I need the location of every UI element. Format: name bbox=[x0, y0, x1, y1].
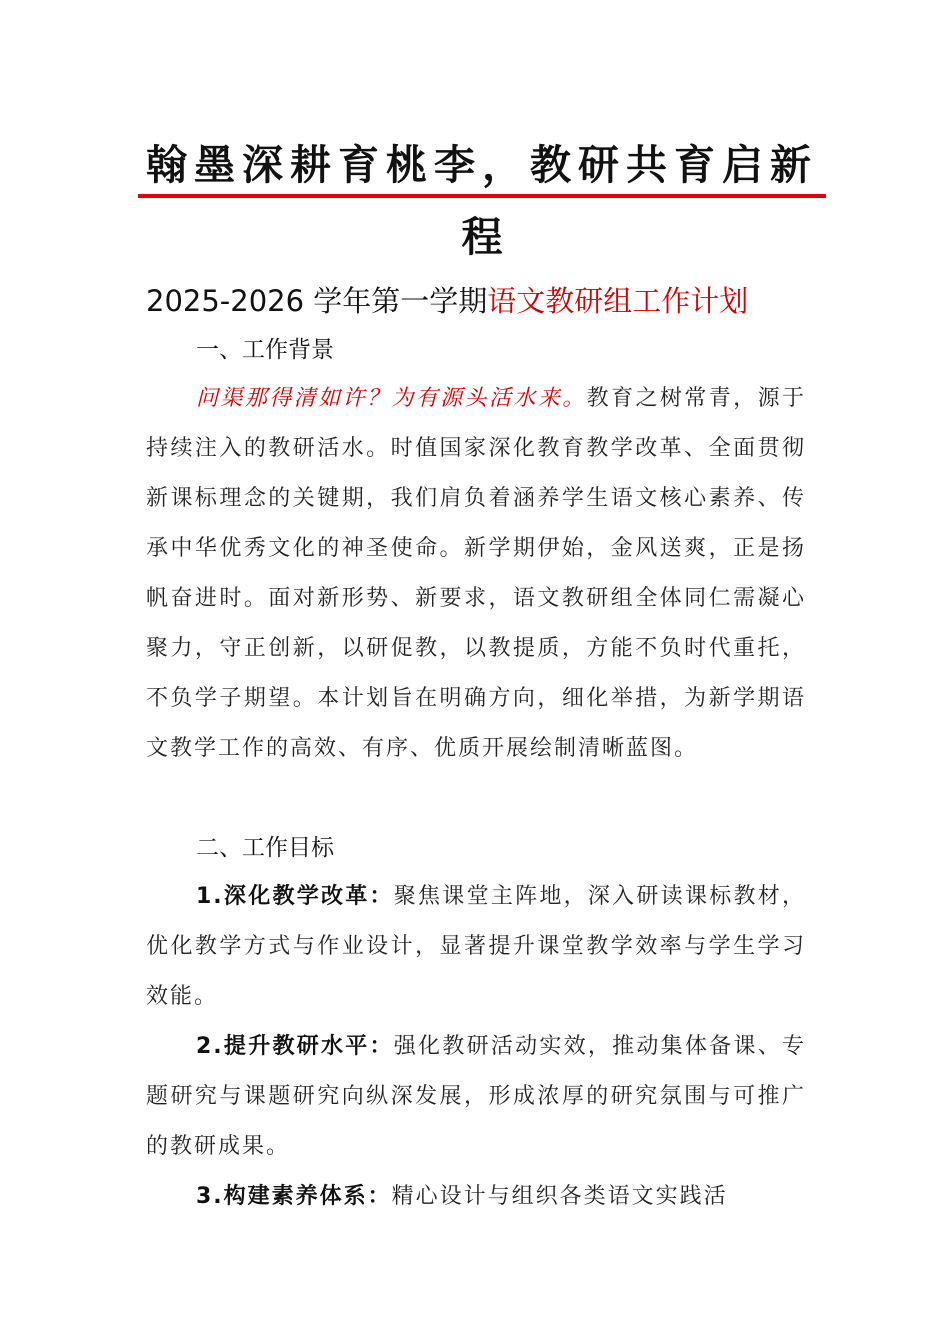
goal-item bbox=[146, 1172, 806, 1222]
background-quote: 问渠那得清如许？为有源头活水来。 bbox=[196, 386, 587, 411]
goal-item-lead: 1.深化教学改革： bbox=[196, 884, 394, 909]
document-title-line1: 翰墨深耕育桃李，教研共育启新 bbox=[146, 141, 818, 189]
title-underline-rule bbox=[138, 194, 826, 198]
goal-item bbox=[146, 1022, 806, 1172]
subtitle-highlight: 语文教研组工作计划 bbox=[487, 284, 749, 318]
background-paragraph bbox=[146, 374, 806, 774]
section-heading-background: 一、工作背景 bbox=[196, 337, 334, 363]
goal-item-text: 精心设计与组织各类语文实践活 bbox=[391, 1184, 728, 1209]
goal-item-text: 强化教研活动实效，推动集体备课、专题研究与课题研究向纵深发展，形成浓厚的研究氛围与可推广的教研成果。 bbox=[146, 1034, 806, 1159]
background-text: 教育之树常青，源于持续注入的教研活水。时值国家深化教育教学改革、全面贯彻新课标理念的关键期，我们肩负着涵养学生语文核心素养、传承中华优秀文化的神圣使命。新学期伊始，金风送爽，正是扬帆奋进时。面对新形势、新要求，语文教研组全体同仁需凝心聚力，守正创新，以研促教，以教提质，方能不负时代重托，不负学子期望。本计划旨在明确方向，细化举措，为新学期语文教学工作的高效、有序、优质开展绘制清晰蓝图。 bbox=[146, 386, 806, 761]
document-title-line2: 程 bbox=[461, 213, 503, 261]
goal-item-lead: 3.构建素养体系： bbox=[196, 1184, 392, 1209]
goal-item-text: 聚焦课堂主阵地，深入研读课标教材，优化教学方式与作业设计，显著提升课堂教学效率与学生学习效能。 bbox=[146, 884, 806, 1009]
section-heading-goals: 二、工作目标 bbox=[196, 835, 334, 861]
goal-item bbox=[146, 872, 806, 1022]
document-subtitle bbox=[146, 276, 826, 326]
subtitle-prefix: 2025-2026 学年第一学期 bbox=[146, 284, 488, 318]
goal-item-lead: 2.提升教研水平： bbox=[196, 1034, 394, 1059]
